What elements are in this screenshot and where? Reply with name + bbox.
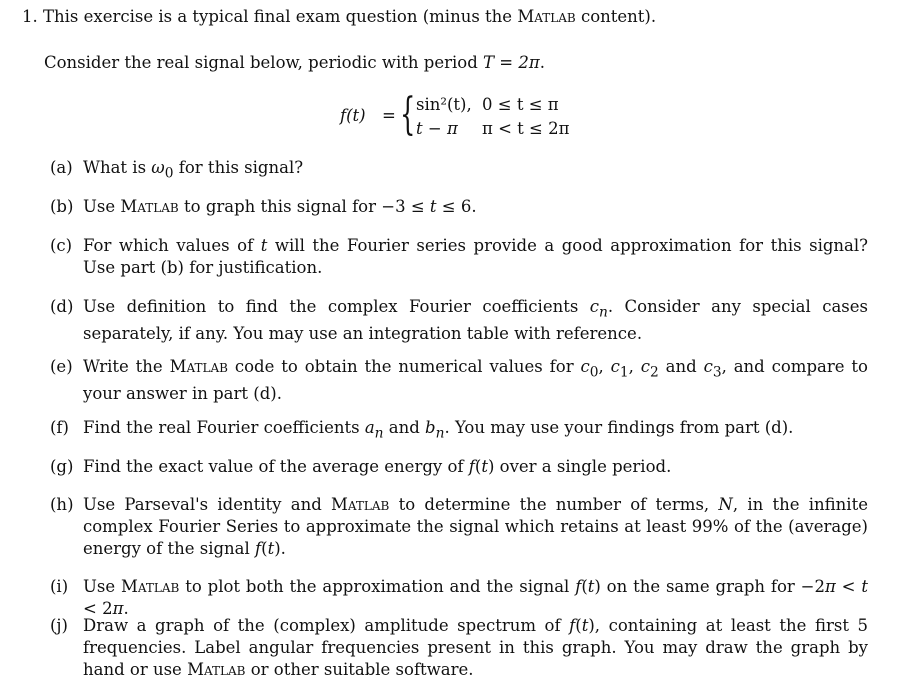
part-label: (b) <box>50 197 74 216</box>
part-d <box>50 296 870 344</box>
part-text: Use Matlab to graph this signal for −3 ≤ t ≤ 6. <box>83 197 477 216</box>
left-brace: { <box>400 89 416 140</box>
part-a <box>50 157 870 182</box>
part-text: Use Matlab to plot both the approximation and the signal f(t) on the same graph for −2π < t < 2π. <box>83 577 868 618</box>
part-label: (c) <box>50 236 73 255</box>
part-g <box>50 456 870 478</box>
equation-equals: = <box>382 106 396 125</box>
question-intro-before: This exercise is a typical final exam question (minus the <box>43 7 518 26</box>
signal-description-after: . <box>539 53 545 72</box>
case2-condition: π < t ≤ 2π <box>482 119 570 138</box>
part-f <box>50 417 870 442</box>
part-text: Find the exact value of the average energy of f(t) over a single period. <box>83 457 672 476</box>
part-label: (j) <box>50 616 68 635</box>
part-text: For which values of t will the Fourier series provide a good approximation for this signal? Use part (b) for justification. <box>83 236 868 277</box>
case1-expression: sin²(t), <box>416 95 472 114</box>
part-text: Draw a graph of the (complex) amplitude spectrum of f(t), containing at least the first 5 frequencies. Label angular frequencies present in this graph. You may draw the graph by hand or use Matlab or other suitable software. <box>83 616 869 679</box>
part-label: (f) <box>50 418 69 437</box>
matlab-word: Matlab <box>517 7 576 26</box>
part-b <box>50 196 870 218</box>
equation-lhs: f(t) <box>340 106 366 125</box>
part-i <box>50 576 870 618</box>
part-text: Find the real Fourier coefficients $a_n$ and $b_n$. You may use your findings from part (d). <box>83 418 794 442</box>
signal-description <box>44 52 545 74</box>
period-math: T = 2π <box>483 53 540 72</box>
part-label: (g) <box>50 457 74 476</box>
part-label: (e) <box>50 357 73 376</box>
part-label: (d) <box>50 297 74 316</box>
case2-expression: t − π <box>416 119 458 138</box>
part-e <box>50 356 870 404</box>
part-text: Use definition to find the complex Fourier coefficients $c_n$. Consider any special cases separately, if any. You may use an integration table with reference. <box>83 297 868 344</box>
part-text: Use Parseval's identity and Matlab to determine the number of terms, N, in the infinite complex Fourier Series to approximate the signal which retains at least 99% of the (average) energy of the signal f(t). <box>83 495 868 558</box>
part-label: (a) <box>50 158 73 177</box>
signal-description-before: Consider the real signal below, periodic with period <box>44 53 484 72</box>
part-j <box>50 615 870 681</box>
part-text: What is $\omega_0$ for this signal? <box>83 158 304 182</box>
part-label: (h) <box>50 495 74 514</box>
part-text: Write the Matlab code to obtain the numerical values for $c_0$, $c_1$, $c_2$ and $c_3$, and compare to your answer in part (d). <box>83 357 868 404</box>
part-label: (i) <box>50 577 69 596</box>
part-h <box>50 494 870 560</box>
question-header <box>22 6 656 28</box>
piecewise-equation <box>340 89 590 144</box>
part-c <box>50 235 870 279</box>
case1-condition: 0 ≤ t ≤ π <box>482 95 559 114</box>
question-number: 1. <box>22 7 38 26</box>
question-intro-after: content). <box>575 7 657 26</box>
